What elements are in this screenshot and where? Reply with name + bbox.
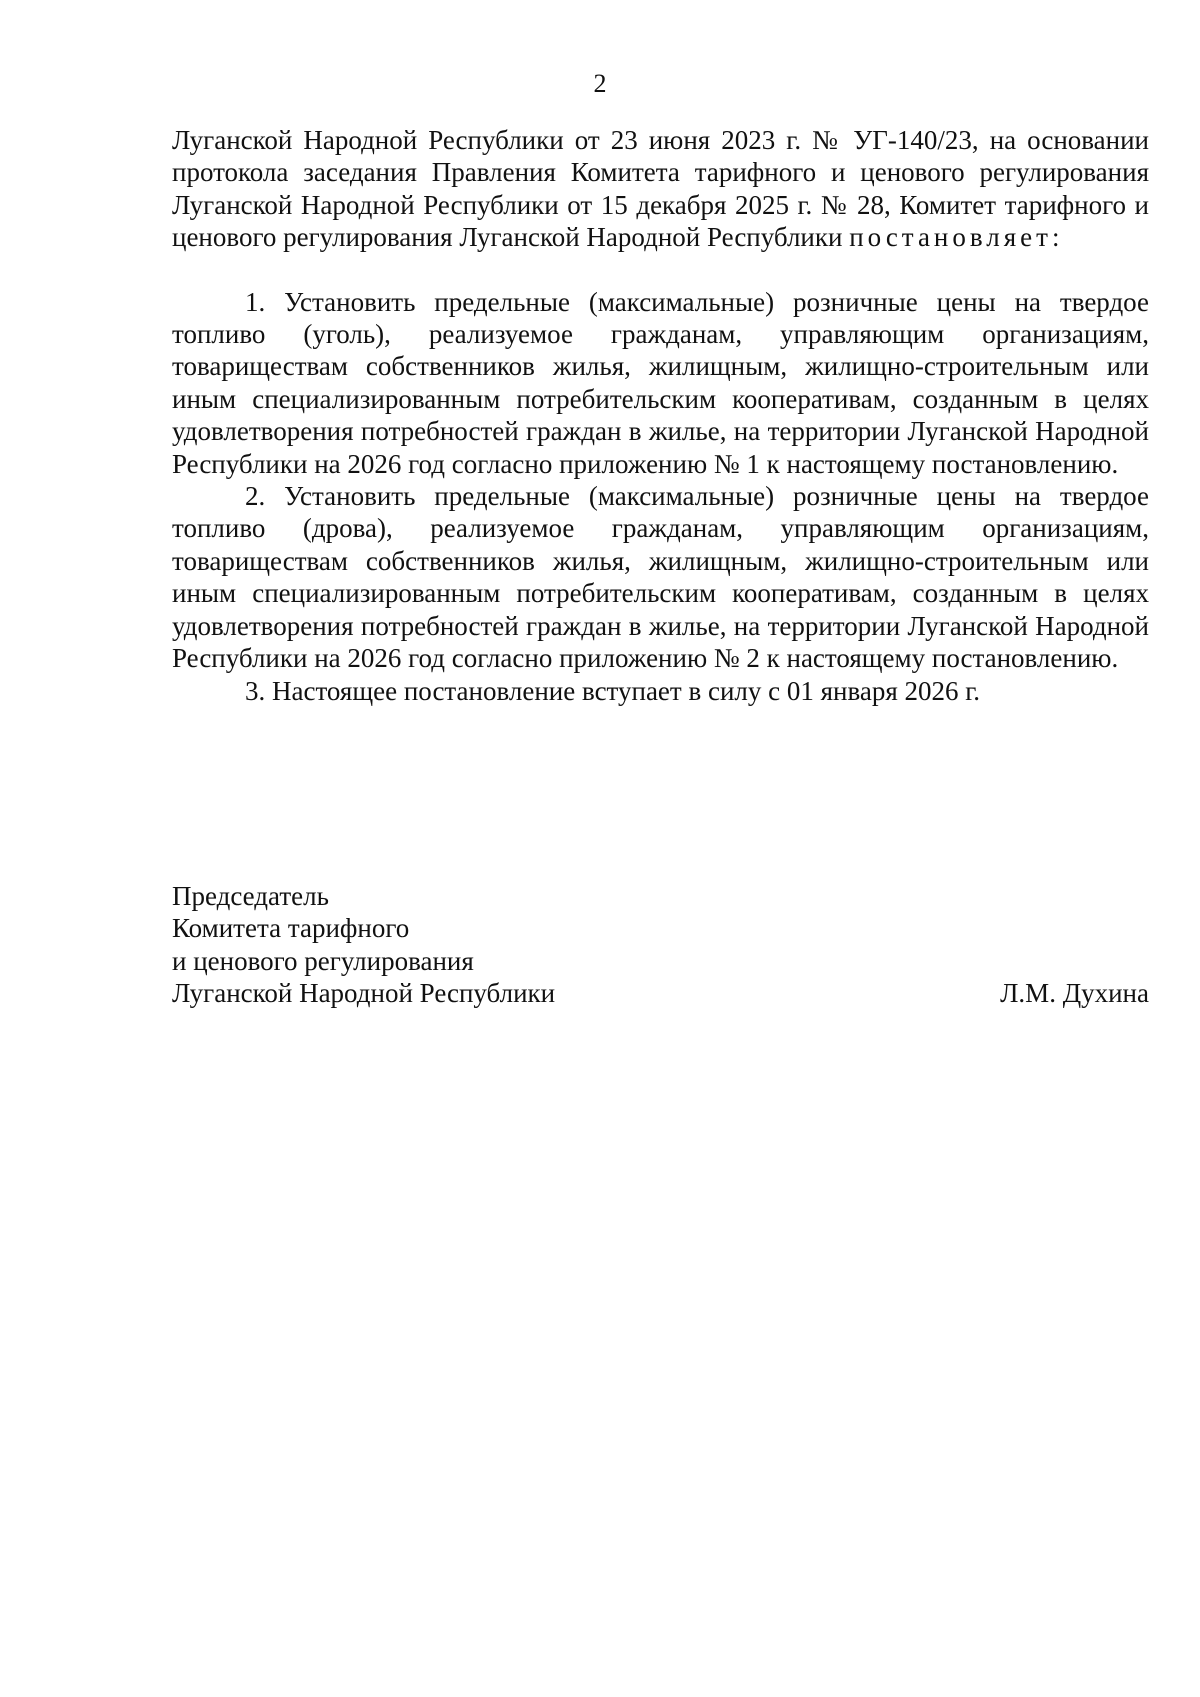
- signatory-title-line-3: и ценового регулирования: [172, 945, 474, 976]
- signatory-title-line-4: Луганской Народной Республики: [172, 978, 556, 1009]
- document-body: [172, 124, 1149, 707]
- signatory-title-line-2: Комитета тарифного: [172, 913, 410, 944]
- clause-2: 2. Установить предельные (максимальные) розничные цены на твердое топливо (дрова), реализуемое гражданам, управляющим организациям, товариществам собственников жилья, жилищным, жилищно-строительным или иным специализированным потребительским кооперативам, созданным в целях удовлетворения потребностей граждан в жилье, на территории Луганской Народной Республики на 2026 год согласно приложению № 2 к настоящему постановлению.: [172, 481, 1149, 674]
- signatory-title-line-1: Председатель: [172, 881, 329, 911]
- signatory-name: Л.М. Духина: [1000, 978, 1149, 1009]
- intro-paragraph: [172, 124, 1149, 254]
- intro-text: Луганской Народной Республики от 23 июня 2023 г. № УГ-140/23, на основании протокола заседания Правления Комитета тарифного и ценового регулирования Луганской Народной Республики от 15 декабря 2025 г. № 28, Комитет тарифного и ценового регулирования Луганской Народной Республики: [172, 125, 1149, 253]
- signature-final-line: [172, 977, 1149, 1009]
- signature-block: [172, 880, 1149, 1010]
- page-number: 2: [593, 69, 607, 98]
- clause-3: 3. Настоящее постановление вступает в силу с 01 января 2026 г.: [245, 675, 981, 706]
- decree-word: постановляет:: [849, 222, 1064, 253]
- clause-1: 1. Установить предельные (максимальные) розничные цены на твердое топливо (уголь), реализуемое гражданам, управляющим организациям, товариществам собственников жилья, жилищным, жилищно-строительным или иным специализированным потребительским кооперативам, созданным в целях удовлетворения потребностей граждан в жилье, на территории Луганской Народной Республики на 2026 год согласно приложению № 1 к настоящему постановлению.: [172, 286, 1149, 479]
